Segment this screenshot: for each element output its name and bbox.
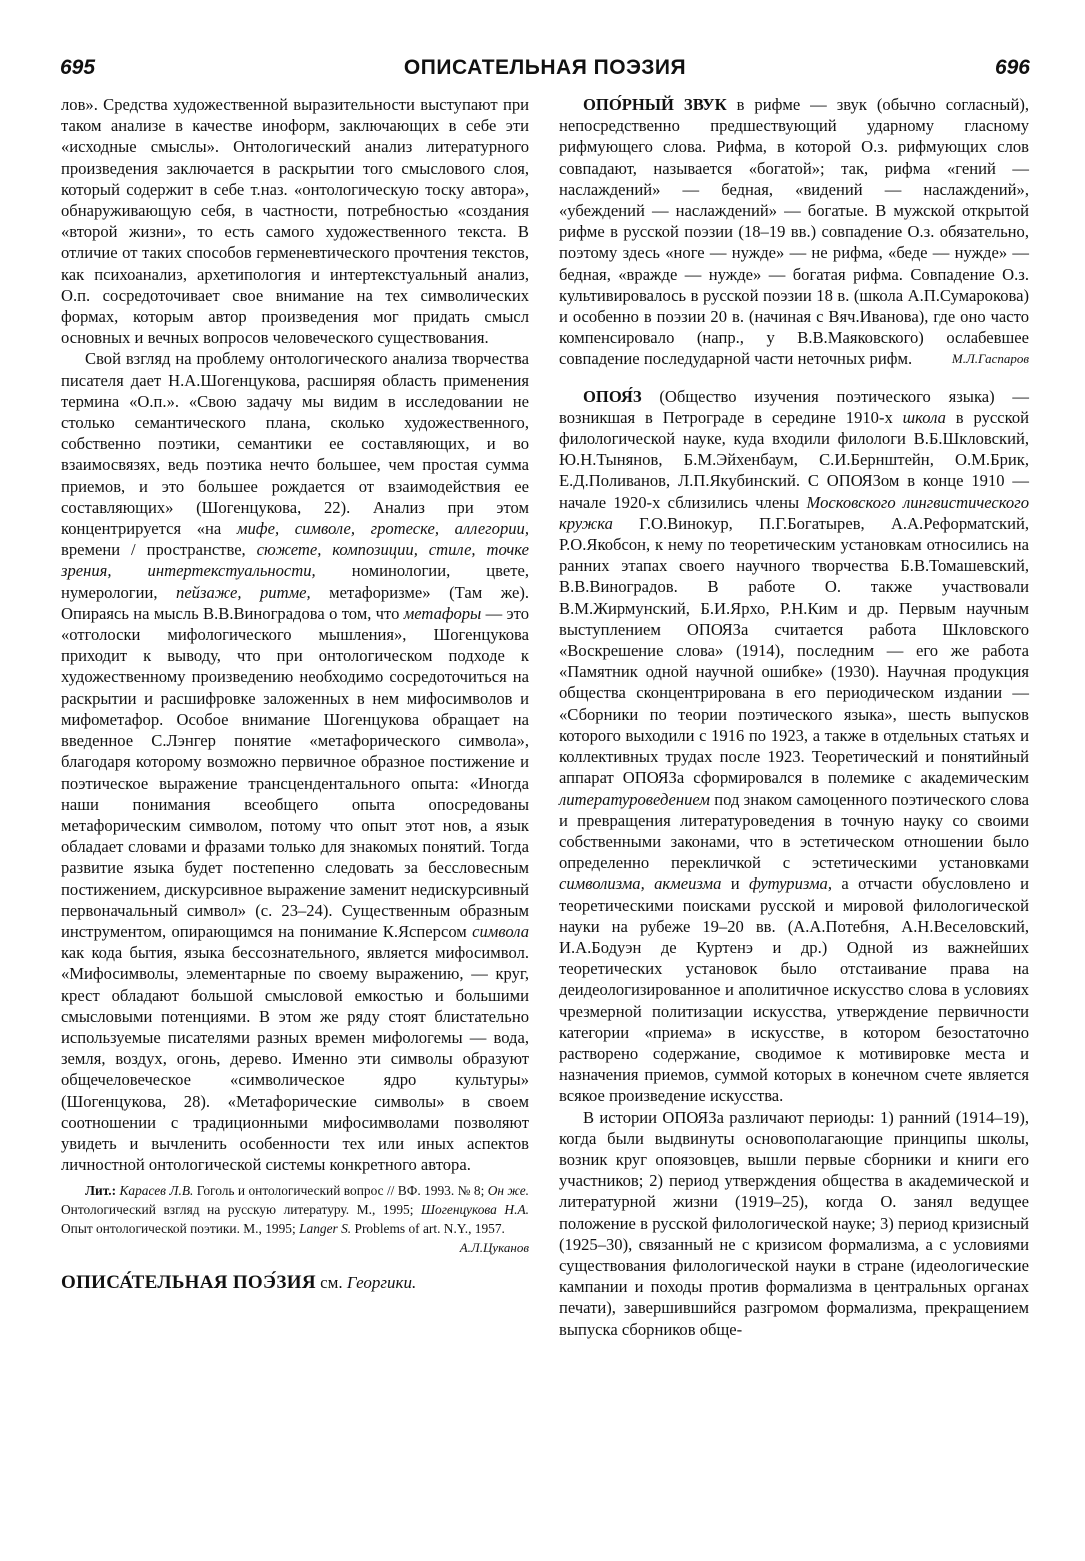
author-signature: А.Л.Цуканов <box>459 1240 529 1256</box>
entry-headword: ОПОЯ́З <box>583 386 642 406</box>
cross-reference-entry: ОПИСА́ТЕЛЬНАЯ ПОЭ́ЗИЯ см. Георгики. <box>61 1272 417 1294</box>
right-column <box>559 94 1029 1340</box>
entry-headword: ОПИСА́ТЕЛЬНАЯ ПОЭ́ЗИЯ <box>61 1272 316 1294</box>
left-column <box>61 94 529 1294</box>
author-signature: М.Л.Гаспаров <box>951 351 1029 367</box>
literature-references: Лит.: Карасев Л.В. Гоголь и онтологический вопрос // ВФ. 1993. № 8; Он же. Онтологический взгляд на русскую литературу. М., 1995; Шогенцукова Н.А. Опыт онтологической поэтики. М., 1995; Langer S. Problems of art. N.Y., 1957. А.Л.Цуканов <box>61 1183 529 1256</box>
opoyaz-history-paragraph: В истории ОПОЯЗа различают периоды: 1) ранний (1914–19), когда были выдвинуты основополагающие принципы школы, возник круг опоязовцев, вышли первые сборники и книги его участников; 2) период утверждения общества в академической и литературной жизни (1919–25), когда О. занял ведущее положение в русской филологической науке; 3) период кризисный (1925–30), связанный не с кризисом формализма, а с условиями существования филологической науки в стране (идеологические кампании и походы против формализма в центральных органах печати), завершившийся разгромом формализма, прекращением выпуска сборников обще- <box>559 1107 1029 1339</box>
right-page-number: 696 <box>994 56 1030 79</box>
running-title: ОПИСАТЕЛЬНАЯ ПОЭЗИЯ <box>403 56 687 79</box>
entry-opoyaz: ОПОЯ́З (Общество изучения поэтического языка) — возникшая в Петрограде в середине 1910-х школа в русской филологической науке, куда входили филологи В.Б.Шкловский, Ю.Н.Тынянов, Б.М.Эйхенбаум, С.И.Бернштейн, О.М.Брик, Е.Д.Поливанов, Л.П.Якубинский. С ОПОЯЗом в конце 1910 — начале 1920-х сблизились члены Московского лингвистического кружка Г.О.Винокур, П.Г.Богатырев, А.А.Реформатский, Р.О.Якобсон, к нему по теоретическим установкам относились на ранних этапах своего научного творчества Б.В.Томашевский, В.В.Виноградов. В работе О. также участвовали В.М.Жирмунский, Б.И.Ярхо, Р.Н.Ким и др. Первым научным выступлением ОПОЯЗа считается работа Шкловского «Воскрешение слова» (1914), последним — его же работа «Памятник одной научной ошибке» (1930). Научная продукция общества сконцентрирована в его периодическом издании — «Сборники по теории поэтического языка», шесть выпусков которого выходили с 1916 по 1923, а также в отдельных статьях и коллективных трудах после 1923. Теоретический и понятийный аппарат ОПОЯЗа сформировался в полемике с академическим литературоведением под знаком самоценного поэтического слова и превращения литературоведения в точную науку со своими собственными законами, что в эстетическом отношении было определенно перекличкой с эстетическими установками символизма, акмеизма и футуризма, а отчасти обусловлено и теоретическими поисками русской и мировой филологической науки на рубеже 19–20 вв. (А.А.Потебня, А.Н.Веселовский, И.А.Бодуэн де Куртенэ и др.) Одной из важнейших теоретических установок было отстаивание права на деидеологизированное и аполитичное искусство слова в условиях чрезмерной политизации искусства, утверждение первичности категории «приема» в искусстве, в котором безостаточно растворено содержание, сводимое к мотивировке места и назначения приемов, суммой которых в конечном счете является всякое произведение искусства. <box>559 386 1030 1106</box>
page-header <box>60 56 1030 90</box>
entry-opornyi-zvuk: ОПО́РНЫЙ ЗВУК в рифме — звук (обычно согласный), непосредственно предшествующий ударному гласному рифмующего слова. Рифма, в которой О.з. рифмующих слов совпадают, называется «богатой»; так, рифма «гений — наслаждений» — бедная, «видений — наслаждений», «убеждений — наслаждений» — богатые. В мужской открытой рифме в русской поэзии (18–19 вв.) совпадение О.з. обязательно, поэтому здесь «ноге — нужде» — не рифма, «беде — нужде» — бедная, «вражде — нужде» — богатая рифма. Совпадение О.з. культивировалось в русской поэзии 18 в. (школа А.П.Сумарокова) и особенно в поэзии 20 в. (начиная с Вяч.Иванова), где оно часто компенсировало (напр., у В.В.Маяковского) ослабевшее совпадение последударной части неточных рифм. М.Л.Гаспаров <box>559 95 1029 369</box>
continuation-paragraph: лов». Средства художественной выразительности выступают при таком анализе в качестве иноформ, заключающих в себе эти «исходные смыслы». Онтологический анализ литературного произведения заключается в раскрытии того смыслового слоя, который содержит в себе т.наз. «онтологическую тоску автора», обнаруживающую себя, в частности, потребностью «создания «второй жизни», то есть самого художественного текста. В отличие от таких способов герменевтического прочтения текстов, как психоанализ, архетипология и интертекстуальный анализ, О.п. сосредоточивает свое внимание на тех символических формах, которым автор произведения мог придать смысл основных и вечных вопросов человеческого существования. <box>61 95 529 348</box>
shogentsukova-paragraph: Свой взгляд на проблему онтологического анализа творчества писателя дает Н.А.Шогенцукова, расширяя область применения термина «О.п.». «Свою задачу мы видим в исследовании не столько семантического плана, сколько художественного, собственно поэтики, семантики ее составляющих, и во взаимосвязях, ведь поэтика нечто большее, чем простая сумма приемов, и это большее рождается от взаимодействия ее составляющих» (Шогенцукова, 22). Анализ при этом концентрируется «на мифе, символе, гротеске, аллегории, времени / пространстве, сюжете, композиции, стиле, точке зрения, интертекстуальности, номинологии, цвете, нумерологии, пейзаже, ритме, метафоризме» (Там же). Опираясь на мысль В.В.Виноградова о том, что метафоры — это «отголоски мифологического мышления», Шогенцукова приходит к выводу, что при онтологическом подходе к художественному произведению необходимо сосредоточиться на раскрытии и расшифровке заложенных в нем мифосимволов и мифометафор. Особое внимание Шогенцукова обращает на введенное С.Лэнгер понятие «метафорического символа», благодаря которому возможно первичное образное постижение и поэтическое выражение трансцендентального опыта: «Иногда наши понимания всеобщего опыта опосредованы метафорическим символом, потому что опыт этот нов, а язык обладает словами и фразами только для знакомых понятий. Тогда развитие языка будет постепенно следовать за бессловесным постижением, дискурсивное выражение заменит недискурсивный первоначальный символ» (с. 23–24). Существенным образным инструментом, опирающимся на понимание К.Ясперсом символа как кода бытия, языка бессознательного, является мифосимвол. «Мифосимволы, элементарные по своему выражению, — круг, крест обладают большой смысловой емкостью и большими смысловыми потенциями. В этом же ряду стоят блистательно используемые писателями разных времен мифологемы — вода, земля, воздух, огонь, дерево. Именно эти символы образуют общечеловеческое «символическое ядро культуры» (Шогенцукова, 28). «Метафорические символы» в своем соотношении с традиционными мифосимволами позволяют увидеть и вычленить особенности тех или иных аспектов личностной онтологической системы конкретного автора. <box>61 349 529 1175</box>
entry-headword: ОПО́РНЫЙ ЗВУК <box>583 95 727 114</box>
left-page-number: 695 <box>60 56 96 79</box>
